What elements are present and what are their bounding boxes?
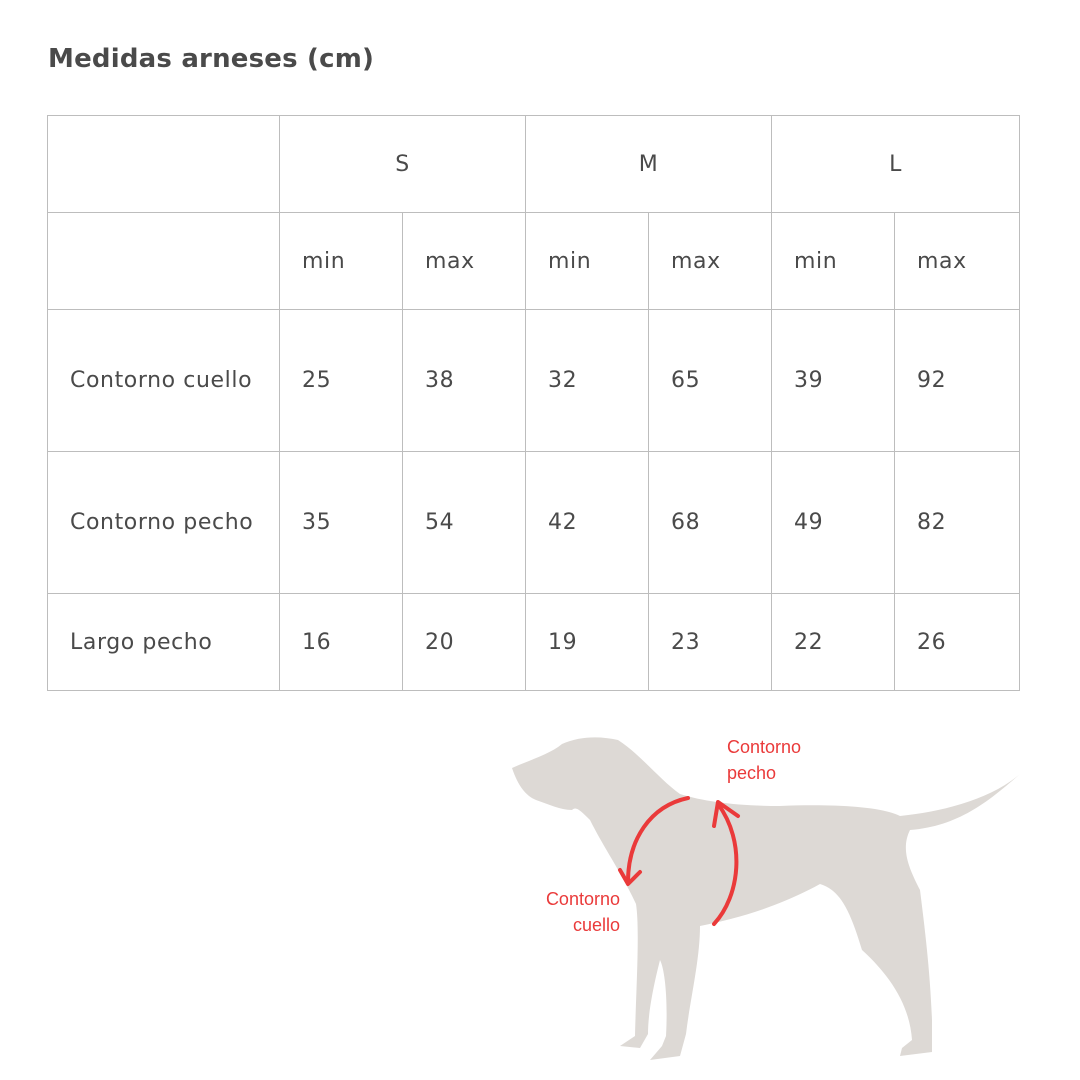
min-max-header-row — [48, 213, 1020, 310]
table-row — [48, 452, 1020, 594]
subheader-cell: min — [280, 213, 403, 310]
page-title: Medidas arneses (cm) — [48, 44, 375, 74]
value-cell: 22 — [772, 594, 895, 691]
value-cell: 35 — [280, 452, 403, 594]
subheader-cell: max — [403, 213, 526, 310]
row-label: Largo pecho — [48, 594, 280, 691]
table-row — [48, 594, 1020, 691]
subheader-cell: min — [526, 213, 649, 310]
value-cell: 82 — [895, 452, 1020, 594]
value-cell: 23 — [649, 594, 772, 691]
row-label: Contorno pecho — [48, 452, 280, 594]
value-cell: 20 — [403, 594, 526, 691]
size-header-row — [48, 116, 1020, 213]
value-cell: 25 — [280, 310, 403, 452]
value-cell: 49 — [772, 452, 895, 594]
value-cell: 38 — [403, 310, 526, 452]
value-cell: 68 — [649, 452, 772, 594]
size-header-l: L — [772, 116, 1020, 213]
annotation-contorno-pecho: Contorno pecho — [727, 737, 802, 783]
value-cell: 54 — [403, 452, 526, 594]
value-cell: 39 — [772, 310, 895, 452]
size-header-s: S — [280, 116, 526, 213]
subheader-cell: max — [649, 213, 772, 310]
dog-measurement-figure — [500, 730, 1040, 1070]
row-label: Contorno cuello — [48, 310, 280, 452]
annotation-contorno-cuello: Contorno cuello — [545, 889, 620, 935]
value-cell: 65 — [649, 310, 772, 452]
empty-label-cell — [48, 213, 280, 310]
size-header-m: M — [526, 116, 772, 213]
value-cell: 32 — [526, 310, 649, 452]
value-cell: 92 — [895, 310, 1020, 452]
value-cell: 19 — [526, 594, 649, 691]
value-cell: 26 — [895, 594, 1020, 691]
empty-corner-cell — [48, 116, 280, 213]
size-table — [47, 115, 1020, 691]
subheader-cell: min — [772, 213, 895, 310]
value-cell: 16 — [280, 594, 403, 691]
value-cell: 42 — [526, 452, 649, 594]
table-row — [48, 310, 1020, 452]
subheader-cell: max — [895, 213, 1020, 310]
